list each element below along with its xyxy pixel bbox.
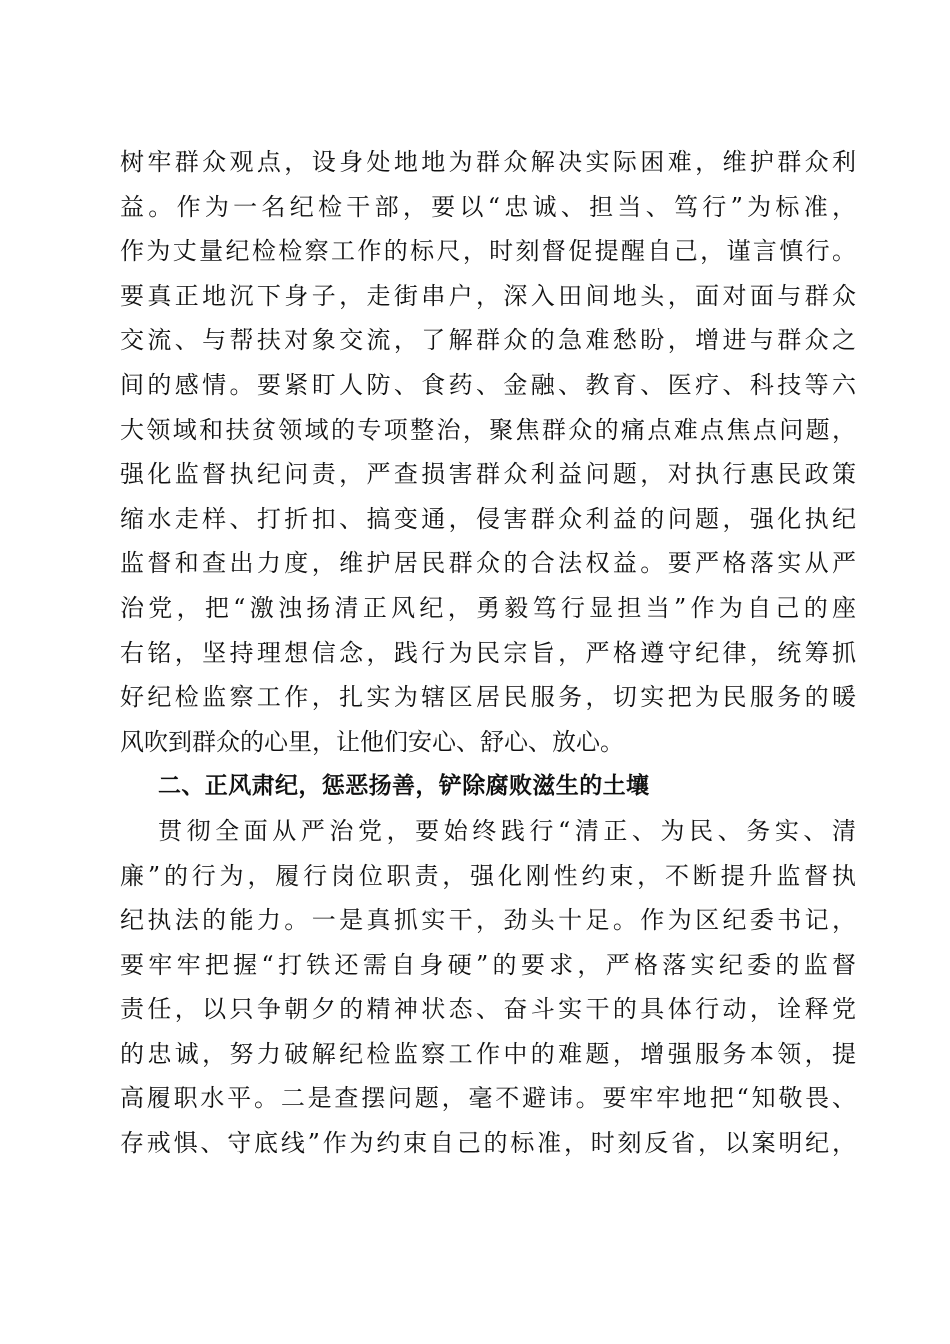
text-line: 右铭，坚持理想信念，践行为民宗旨，严格遵守纪律，统筹抓 bbox=[120, 638, 856, 667]
text-line: 监督和查出力度，维护居民群众的合法权益。要严格落实从严 bbox=[120, 549, 856, 578]
text-line: 治党，把“激浊扬清正风纪，勇毅笃行显担当”作为自己的座 bbox=[120, 593, 856, 622]
text-line: 要牢牢把握“打铁还需自身硬”的要求，严格落实纪委的监督 bbox=[120, 950, 856, 979]
text-line: 好纪检监察工作，扎实为辖区居民服务，切实把为民服务的暖 bbox=[120, 683, 856, 712]
text-line: 纪执法的能力。一是真抓实干，劲头十足。作为区纪委书记， bbox=[120, 906, 856, 935]
text-line: 责任，以只争朝夕的精神状态、奋斗实干的具体行动，诠释党 bbox=[120, 995, 856, 1024]
document-body bbox=[120, 140, 856, 1166]
text-line: 廉”的行为，履行岗位职责，强化刚性约束，不断提升监督执 bbox=[120, 861, 856, 890]
text-line: 树牢群众观点，设身处地地为群众解决实际困难，维护群众利 bbox=[120, 148, 856, 176]
text-line: 要真正地沉下身子，走街串户，深入田间地头，面对面与群众 bbox=[120, 281, 856, 310]
section-heading: 二、正风肃纪，惩恶扬善，铲除腐败滋生的土壤 bbox=[158, 773, 650, 800]
paragraph-1 bbox=[120, 140, 856, 764]
text-line: 交流、与帮扶对象交流，了解群众的急难愁盼，增进与群众之 bbox=[120, 326, 856, 355]
paragraph-2 bbox=[120, 809, 856, 1166]
text-line: 强化监督执纪问责，严查损害群众利益问题，对执行惠民政策 bbox=[120, 460, 856, 489]
text-line: 贯彻全面从严治党，要始终践行“清正、为民、务实、清 bbox=[158, 816, 856, 845]
text-line: 缩水走样、打折扣、搞变通，侵害群众利益的问题，强化执纪 bbox=[120, 504, 856, 533]
text-line: 作为丈量纪检检察工作的标尺，时刻督促提醒自己，谨言慎行。 bbox=[120, 237, 856, 266]
text-line: 的忠诚，努力破解纪检监察工作中的难题，增强服务本领，提 bbox=[120, 1039, 856, 1068]
text-line: 大领域和扶贫领域的专项整治，聚焦群众的痛点难点焦点问题， bbox=[120, 415, 856, 444]
text-line: 益。作为一名纪检干部，要以“忠诚、担当、笃行”为标准， bbox=[120, 192, 856, 221]
text-line: 存戒惧、守底线”作为约束自己的标准，时刻反省，以案明纪， bbox=[120, 1129, 856, 1158]
text-line: 间的感情。要紧盯人防、食药、金融、教育、医疗、科技等六 bbox=[120, 370, 856, 399]
text-line: 高履职水平。二是查摆问题，毫不避讳。要牢牢地把“知敬畏、 bbox=[120, 1084, 856, 1113]
text-line: 风吹到群众的心里，让他们安心、舒心、放心。 bbox=[120, 727, 624, 756]
